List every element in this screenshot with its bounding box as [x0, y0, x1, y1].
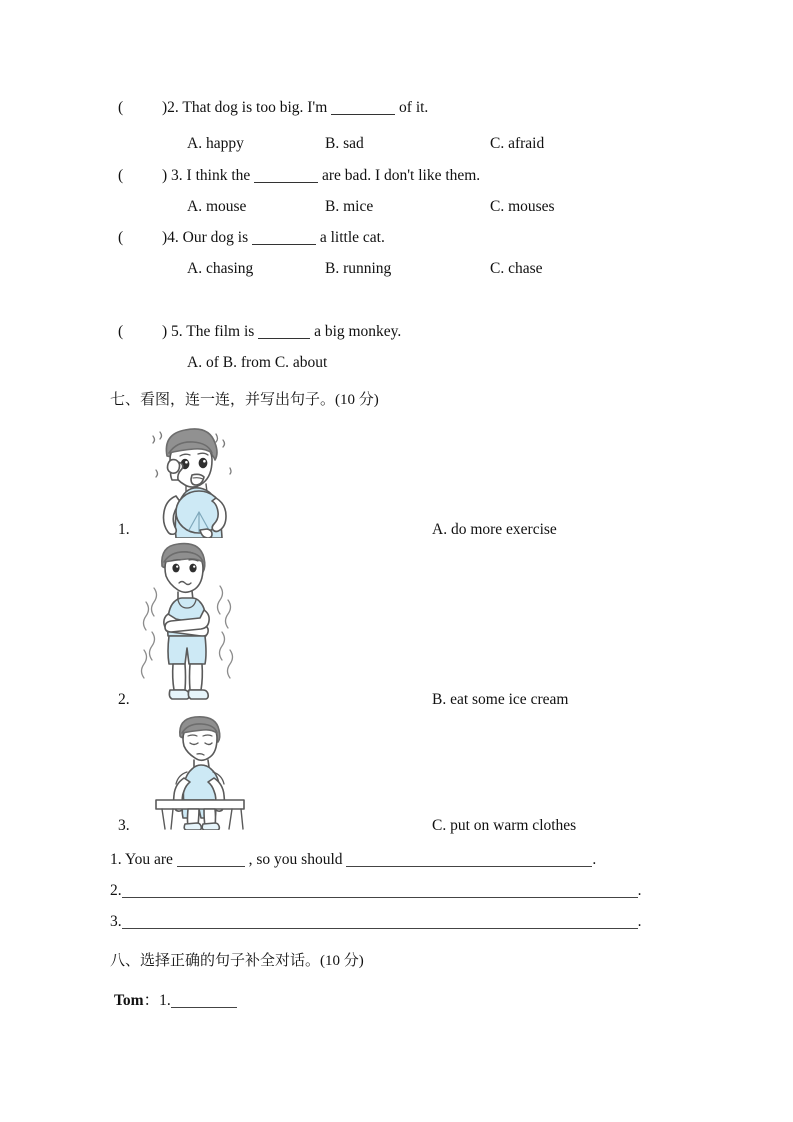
question-5-options — [187, 353, 327, 373]
boy-tired-on-bench-svg — [140, 714, 256, 830]
match-item-3-number: 3. — [118, 817, 130, 834]
question-3-stem-before: I think the — [186, 167, 251, 184]
write-line-1-blank-b[interactable] — [346, 853, 592, 867]
match-item-1-number: 1. — [118, 521, 130, 538]
answer-bracket[interactable]: ( — [118, 167, 124, 184]
question-2-option-c[interactable]: C. afraid — [490, 135, 545, 152]
question-4-line: ( )4. Our dog is a little cat. — [118, 229, 385, 246]
question-4-stem-before: Our dog is — [182, 229, 249, 246]
question-2-option-b[interactable]: B. sad — [325, 135, 364, 152]
write-line-1-period: . — [592, 851, 597, 868]
write-line-3-number: 3. — [110, 913, 122, 930]
write-line-3-period: . — [637, 913, 642, 930]
section-seven-heading — [110, 389, 379, 410]
write-line-1 — [110, 850, 596, 870]
section-eight-title: 八、选择正确的句子补全对话。 — [110, 951, 321, 969]
question-3-stem-after: are bad. I don't like them. — [322, 167, 481, 184]
question-5-options-inline[interactable]: A. of B. from C. about — [187, 354, 328, 371]
illustration-boy-with-fever — [136, 420, 248, 543]
dialogue-colon: ： — [143, 992, 160, 1009]
question-2-option-a[interactable]: A. happy — [187, 135, 244, 152]
question-3-option-a[interactable]: A. mouse — [187, 198, 247, 215]
section-seven-points: (10 分) — [335, 392, 379, 408]
write-line-1-blank-a[interactable] — [177, 853, 245, 867]
dialogue-item-number: 1. — [159, 992, 171, 1009]
question-3-line: ( ) 3. I think the are bad. I don't like them. — [118, 167, 481, 184]
question-3-option-c[interactable]: C. mouses — [490, 198, 555, 215]
section-seven-title: 七、看图，连一连，并写出句子。 — [110, 390, 336, 408]
question-5-blank[interactable] — [258, 325, 310, 339]
question-4-option-c[interactable]: C. chase — [490, 260, 543, 277]
dialogue-blank-1[interactable] — [171, 994, 237, 1008]
write-line-2-period: . — [637, 882, 642, 899]
write-line-1-text-a: You are — [124, 851, 173, 868]
question-5-line: ( ) 5. The film is a big monkey. — [118, 323, 402, 340]
illustration-boy-tired-on-bench — [140, 714, 256, 835]
write-line-3-blank[interactable] — [122, 915, 638, 929]
question-5-stem-before: The film is — [186, 323, 255, 340]
write-line-2-blank[interactable] — [122, 884, 638, 898]
write-line-1-number: 1. — [110, 851, 122, 868]
write-line-1-text-b: , so you should — [248, 851, 343, 868]
match-option-c[interactable]: C. put on warm clothes — [432, 817, 577, 834]
write-line-2-number: 2. — [110, 882, 122, 899]
question-4-stem-after: a little cat. — [319, 229, 385, 246]
answer-bracket[interactable]: ( — [118, 323, 124, 340]
question-2-stem-before: That dog is too big. I'm — [182, 99, 328, 116]
question-4-blank[interactable] — [252, 231, 316, 245]
question-2-blank[interactable] — [331, 101, 395, 115]
question-4-option-b[interactable]: B. running — [325, 260, 392, 277]
illustration-boy-shivering — [132, 540, 242, 710]
boy-with-fever-svg — [136, 420, 248, 538]
match-option-b[interactable]: B. eat some ice cream — [432, 691, 569, 708]
match-option-a[interactable]: A. do more exercise — [432, 521, 557, 538]
answer-bracket[interactable]: ( — [118, 229, 124, 246]
section-eight-points: (10 分) — [320, 953, 364, 969]
question-4-option-a[interactable]: A. chasing — [187, 260, 254, 277]
write-line-3 — [110, 912, 642, 932]
question-2-line: ( )2. That dog is too big. I'm of it. — [118, 99, 429, 116]
answer-bracket[interactable]: ( — [118, 99, 124, 116]
question-3-blank[interactable] — [254, 169, 318, 183]
section-eight-heading — [110, 950, 364, 971]
dialogue-speaker-tom: Tom — [114, 992, 144, 1009]
question-5-stem-after: a big monkey. — [314, 323, 402, 340]
match-item-2-number: 2. — [118, 691, 130, 708]
question-3-option-b[interactable]: B. mice — [325, 198, 374, 215]
write-line-2 — [110, 881, 642, 901]
boy-shivering-svg — [132, 540, 242, 705]
dialogue-line-tom — [114, 991, 237, 1011]
question-2-stem-after: of it. — [399, 99, 429, 116]
